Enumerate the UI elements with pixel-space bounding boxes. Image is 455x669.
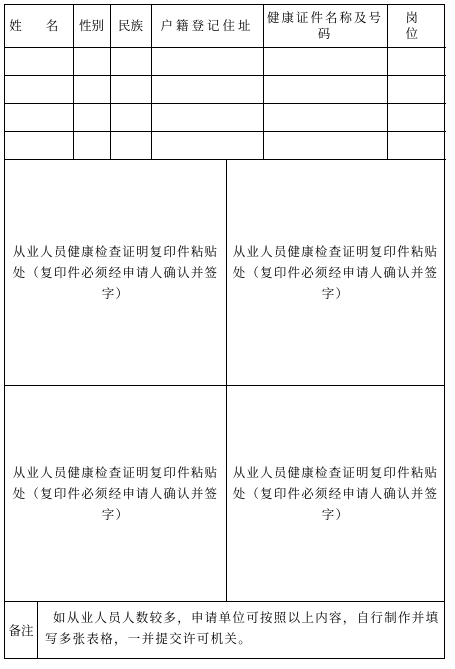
name-cell[interactable]: [5, 47, 73, 75]
health-cert-cell[interactable]: [263, 103, 387, 131]
note-text: 如从业人员人数较多，申请单位可按照以上内容，自行制作并填写多张表格，一并提交许可机关。: [45, 610, 440, 646]
address-cell[interactable]: [151, 103, 263, 131]
header-gender: 性别: [73, 5, 110, 47]
paste-area-bottom-right: [227, 386, 444, 601]
name-cell[interactable]: [5, 131, 73, 159]
name-cell[interactable]: [5, 103, 73, 131]
note-row: [5, 601, 444, 658]
ethnicity-cell[interactable]: [110, 47, 151, 75]
address-cell[interactable]: [151, 47, 263, 75]
table-row: [5, 75, 446, 103]
gender-cell[interactable]: [73, 75, 110, 103]
paste-area-top-right: [227, 159, 444, 385]
paste-area-top-left: [5, 159, 226, 385]
position-cell[interactable]: [387, 47, 446, 75]
address-cell[interactable]: [151, 75, 263, 103]
ethnicity-cell[interactable]: [110, 131, 151, 159]
note-label: 备注: [5, 601, 38, 658]
address-cell[interactable]: [151, 131, 263, 159]
table-row: [5, 47, 446, 75]
gender-cell[interactable]: [73, 131, 110, 159]
ethnicity-cell[interactable]: [110, 75, 151, 103]
position-cell[interactable]: [387, 131, 446, 159]
paste-area-text: 从业人员健康检查证明复印件粘贴处（复印件必须经申请人确认并签字）: [12, 243, 219, 301]
name-cell[interactable]: [5, 75, 73, 103]
health-cert-cell[interactable]: [263, 131, 387, 159]
health-cert-paste-grid: [5, 159, 444, 601]
header-ethnicity: 民族: [110, 5, 151, 47]
application-form: [4, 4, 445, 659]
paste-area-bottom-left: [5, 386, 226, 601]
header-position: 岗 位: [387, 5, 446, 47]
table-header-row: [5, 5, 446, 47]
table-row: [5, 103, 446, 131]
staff-info-table: [5, 5, 446, 160]
health-cert-cell[interactable]: [263, 75, 387, 103]
gender-cell[interactable]: [73, 47, 110, 75]
ethnicity-cell[interactable]: [110, 103, 151, 131]
position-cell[interactable]: [387, 75, 446, 103]
table-row: [5, 131, 446, 159]
divider: [5, 601, 444, 602]
position-cell[interactable]: [387, 103, 446, 131]
paste-area-text: 从业人员健康检查证明复印件粘贴处（复印件必须经申请人确认并签字）: [12, 465, 219, 522]
paste-area-text: 从业人员健康检查证明复印件粘贴处（复印件必须经申请人确认并签字）: [232, 465, 439, 522]
gender-cell[interactable]: [73, 103, 110, 131]
header-registered-address: 户籍登记住址: [151, 5, 263, 47]
header-name: 姓 名: [5, 5, 73, 47]
paste-area-text: 从业人员健康检查证明复印件粘贴处（复印件必须经申请人确认并签字）: [232, 243, 439, 301]
header-health-cert: 健康证件名称及号码: [263, 5, 387, 47]
health-cert-cell[interactable]: [263, 47, 387, 75]
